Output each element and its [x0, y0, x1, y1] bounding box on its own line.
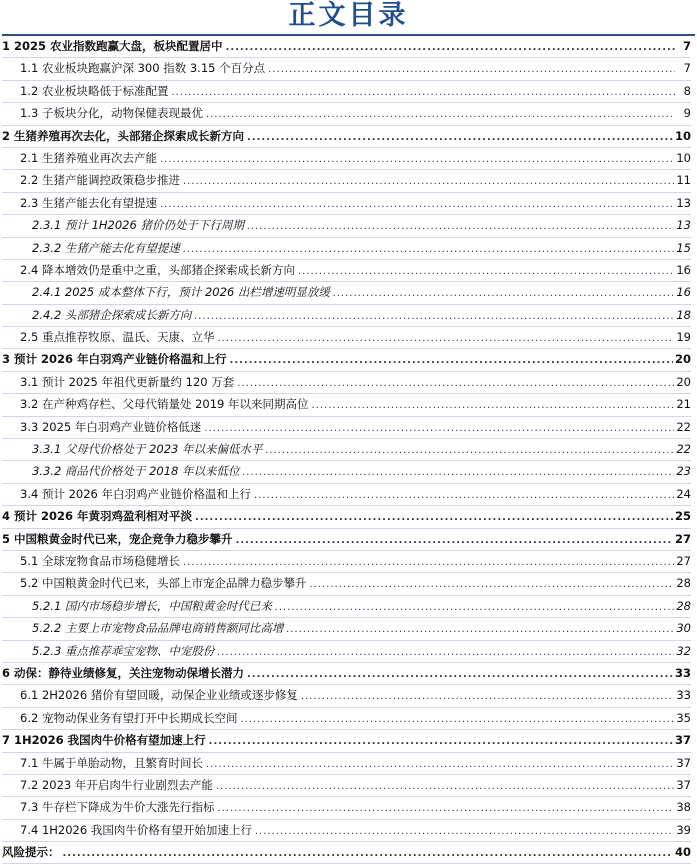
toc-entry-label: 2.4.1 2025 成本整体下行，预计 2026 出栏增速明显放缓 — [32, 285, 330, 300]
toc-entry-page-number: 24 — [676, 486, 691, 501]
toc-entry-label: 1.2 农业板块略低于标准配置 — [20, 83, 169, 98]
toc-entry-page-number: 22 — [676, 442, 691, 457]
toc-entry-level-3[interactable] — [2, 596, 691, 618]
dot-leader — [268, 59, 675, 80]
toc-entry-label: 2.2 生猪产能调控政策稳步推进 — [20, 173, 180, 188]
dot-leader — [298, 261, 674, 282]
toc-entry-level-3[interactable] — [2, 305, 691, 327]
toc-entry-label: 7.3 牛存栏下降成为牛价大涨先行指标 — [20, 800, 215, 815]
toc-entry-label: 7.1 牛属于单胎动物，且繁育时间长 — [20, 755, 203, 770]
dot-leader — [236, 530, 673, 551]
dot-leader — [254, 485, 674, 506]
toc-entry-label: 2.3 生猪产能去化有望提速 — [20, 195, 157, 210]
toc-entry-label: 2.3.1 预计 1H2026 猪价仍处于下行周期 — [32, 218, 244, 233]
toc-entry-label: 7.4 1H2026 我国肉牛价格有望开始加速上行 — [20, 822, 252, 837]
toc-entry-level-2[interactable] — [2, 551, 691, 573]
dot-leader — [266, 440, 675, 461]
toc-entry-page-number: 28 — [676, 576, 691, 591]
dot-leader — [195, 507, 673, 528]
toc-entry-level-2[interactable] — [2, 148, 691, 170]
toc-entry-page-number: 21 — [676, 397, 691, 412]
toc-entry-page-number: 13 — [676, 195, 691, 210]
toc-entry-level-1[interactable] — [2, 349, 691, 371]
toc-entry-level-3[interactable] — [2, 238, 691, 260]
toc-entry-level-1[interactable] — [2, 506, 691, 528]
dot-leader — [312, 395, 675, 416]
toc-entry-label: 2.3.2 生猪产能去化有望提速 — [32, 240, 180, 255]
toc-entry-label: 2.5 重点推荐牧原、温氏、天康、立华 — [20, 330, 215, 345]
toc-entry-level-1[interactable] — [2, 663, 691, 685]
toc-entry-label: 3.3.1 父母代价格处于 2023 年以来偏低水平 — [32, 442, 263, 457]
toc-entry-level-3[interactable] — [2, 641, 691, 663]
toc-entry-level-2[interactable] — [2, 484, 691, 506]
toc-entry-level-3[interactable] — [2, 461, 691, 483]
toc-entry-level-2[interactable] — [2, 820, 691, 842]
toc-entry-label: 5.2.1 国内市场稳步增长，中国粮黄金时代已来 — [32, 598, 272, 613]
toc-entry-page-number: 18 — [676, 307, 691, 322]
toc-entry-level-2[interactable] — [2, 573, 691, 595]
dot-leader — [160, 194, 674, 215]
toc-entry-page-number: 10 — [676, 150, 691, 165]
toc-entry-level-2[interactable] — [2, 797, 691, 819]
toc-entry-level-3[interactable] — [2, 282, 691, 304]
toc-entry-page-number: 39 — [676, 822, 691, 837]
toc-entry-level-3[interactable] — [2, 215, 691, 237]
toc-entry-page-number: 16 — [676, 285, 691, 300]
toc-list — [0, 36, 697, 864]
toc-entry-label: 2.4 降本增效仍是重中之重，头部猪企探索成长新方向 — [20, 262, 295, 277]
toc-entry-page-number: 37 — [674, 733, 691, 748]
dot-leader — [247, 664, 673, 685]
toc-entry-page-number: 23 — [676, 464, 691, 479]
dot-leader — [171, 82, 675, 103]
toc-entry-label: 5.2.3 重点推荐乖宝宠物、中宠股份 — [32, 643, 215, 658]
toc-entry-label: 2 生猪养殖再次去化，头部猪企探索成长新方向 — [2, 128, 245, 143]
dot-leader — [301, 686, 675, 707]
dot-leader — [255, 821, 675, 842]
toc-entry-page-number: 38 — [676, 800, 691, 815]
toc-entry-page-number: 7 — [682, 39, 691, 53]
toc-entry-level-2[interactable] — [2, 775, 691, 797]
dot-leader — [206, 104, 675, 125]
toc-entry-label: 2.1 生猪养殖业再次去产能 — [20, 150, 157, 165]
toc-entry-page-number: 16 — [676, 262, 691, 277]
toc-entry-page-number: 7 — [683, 61, 691, 76]
dot-leader — [333, 283, 674, 304]
toc-entry-level-3[interactable] — [2, 439, 691, 461]
toc-entry-level-3[interactable] — [2, 618, 691, 640]
toc-entry-label: 5.2.2 主要上市宠物食品品牌电商销售额同比高增 — [32, 621, 284, 636]
toc-entry-level-2[interactable] — [2, 394, 691, 416]
toc-entry-label: 3.3.2 商品代价格处于 2018 年以来低位 — [32, 464, 240, 479]
toc-entry-label: 7.2 2023 年开启肉牛行业剧烈去产能 — [20, 777, 213, 792]
dot-leader — [63, 843, 673, 864]
dot-leader — [243, 462, 675, 483]
toc-entry-level-2[interactable] — [2, 170, 691, 192]
page-title: 正文目录 — [288, 0, 409, 31]
toc-entry-label: 3 预计 2026 年白羽鸡产业链价格温和上行 — [2, 352, 227, 367]
toc-entry-label: 3.4 预计 2026 年白羽鸡产业链价格温和上行 — [20, 486, 252, 501]
dot-leader — [217, 798, 674, 819]
dot-leader — [247, 127, 673, 148]
toc-entry-page-number: 37 — [676, 755, 691, 770]
toc-entry-page-number: 30 — [676, 621, 691, 636]
toc-entry-level-1[interactable] — [2, 529, 691, 551]
toc-entry-label: 4 预计 2026 年黄羽鸡盈利相对平淡 — [2, 509, 193, 524]
toc-entry-page-number: 13 — [676, 218, 691, 233]
toc-entry-page-number: 33 — [676, 688, 691, 703]
toc-entry-page-number: 32 — [676, 643, 691, 658]
toc-entry-level-2[interactable] — [2, 685, 691, 707]
toc-entry-level-2[interactable] — [2, 327, 691, 349]
toc-entry-label: 6.2 宠物动保业务有望打开中长期成长空间 — [20, 710, 238, 725]
dot-leader — [247, 216, 674, 237]
toc-entry-page-number: 19 — [676, 330, 691, 345]
toc-entry-page-number: 8 — [683, 83, 691, 98]
toc-entry-level-2[interactable] — [2, 103, 691, 125]
toc-entry-level-2[interactable] — [2, 708, 691, 730]
dot-leader — [226, 37, 675, 58]
toc-entry-page-number: 28 — [676, 598, 691, 613]
dot-leader — [209, 731, 673, 752]
toc-entry-level-1[interactable] — [2, 730, 691, 752]
toc-entry-level-2[interactable] — [2, 260, 691, 282]
toc-entry-label: 6.1 2H2026 猪价有望回暖，动保企业业绩或逐步修复 — [20, 688, 298, 703]
dot-leader — [194, 306, 674, 327]
toc-entry-level-2[interactable] — [2, 753, 691, 775]
toc-entry-page-number: 33 — [674, 665, 691, 680]
toc-entry-page-number: 15 — [676, 240, 691, 255]
toc-entry-label: 6 动保：静待业绩修复，关注宠物动保增长潜力 — [2, 665, 245, 680]
toc-entry-level-2[interactable] — [2, 193, 691, 215]
toc-entry-label: 2.4.2 头部猪企探索成长新方向 — [32, 307, 192, 322]
toc-entry-page-number: 11 — [676, 173, 691, 188]
toc-entry-label: 7 1H2026 我国肉牛价格有望加速上行 — [2, 733, 206, 748]
toc-entry-page-number: 37 — [676, 777, 691, 792]
toc-entry-level-1[interactable] — [2, 842, 691, 864]
toc-entry-page-number: 20 — [674, 352, 691, 367]
toc-entry-level-2[interactable] — [2, 372, 691, 394]
dot-leader — [286, 619, 674, 640]
toc-entry-label: 3.1 预计 2025 年祖代更新量约 120 万套 — [20, 374, 235, 389]
dot-leader — [230, 350, 673, 371]
toc-entry-page-number: 27 — [674, 531, 691, 546]
toc-entry-label: 1 2025 农业指数跑赢大盘，板块配置居中 — [2, 39, 223, 53]
dot-leader — [183, 171, 674, 192]
toc-entry-level-2[interactable] — [2, 81, 691, 103]
toc-entry-level-2[interactable] — [2, 417, 691, 439]
toc-entry-page-number: 10 — [674, 128, 691, 143]
dot-leader — [275, 597, 674, 618]
dot-leader — [309, 574, 674, 595]
toc-entry-page-number: 20 — [676, 374, 691, 389]
dot-leader — [240, 709, 674, 730]
toc-entry-label: 3.2 在产种鸡存栏、父母代销量处 2019 年以来同期高位 — [20, 397, 309, 412]
toc-entry-page-number: 40 — [674, 845, 691, 860]
toc-entry-level-1[interactable] — [2, 126, 691, 148]
dot-leader — [160, 149, 674, 170]
dot-leader — [183, 552, 674, 573]
toc-entry-label: 1.1 农业板块跑赢沪深 300 指数 3.15 个百分点 — [20, 61, 266, 76]
toc-entry-page-number: 22 — [676, 419, 691, 434]
toc-entry-page-number: 35 — [676, 710, 691, 725]
toc-entry-page-number: 27 — [676, 553, 691, 568]
dot-leader — [204, 418, 674, 439]
dot-leader — [206, 754, 674, 775]
dot-leader — [216, 776, 674, 797]
dot-leader — [237, 373, 674, 394]
toc-entry-label: 5.2 中国粮黄金时代已来，头部上市宠企品牌力稳步攀升 — [20, 576, 307, 591]
toc-entry-page-number: 9 — [683, 106, 691, 121]
toc-entry-label: 5.1 全球宠物食品市场稳健增长 — [20, 553, 180, 568]
toc-entry-label: 风险提示： — [2, 845, 60, 860]
toc-entry-label: 1.3 子板块分化，动物保健表现最优 — [20, 106, 203, 121]
dot-leader — [217, 328, 674, 349]
dot-leader — [217, 642, 674, 663]
toc-entry-page-number: 25 — [674, 509, 691, 524]
toc-entry-level-1[interactable] — [2, 36, 691, 58]
toc-entry-label: 5 中国粮黄金时代已来，宠企竞争力稳步攀升 — [2, 531, 233, 546]
toc-entry-label: 3.3 2025 年白羽鸡产业链价格低迷 — [20, 419, 202, 434]
dot-leader — [183, 239, 674, 260]
toc-entry-level-2[interactable] — [2, 58, 691, 80]
